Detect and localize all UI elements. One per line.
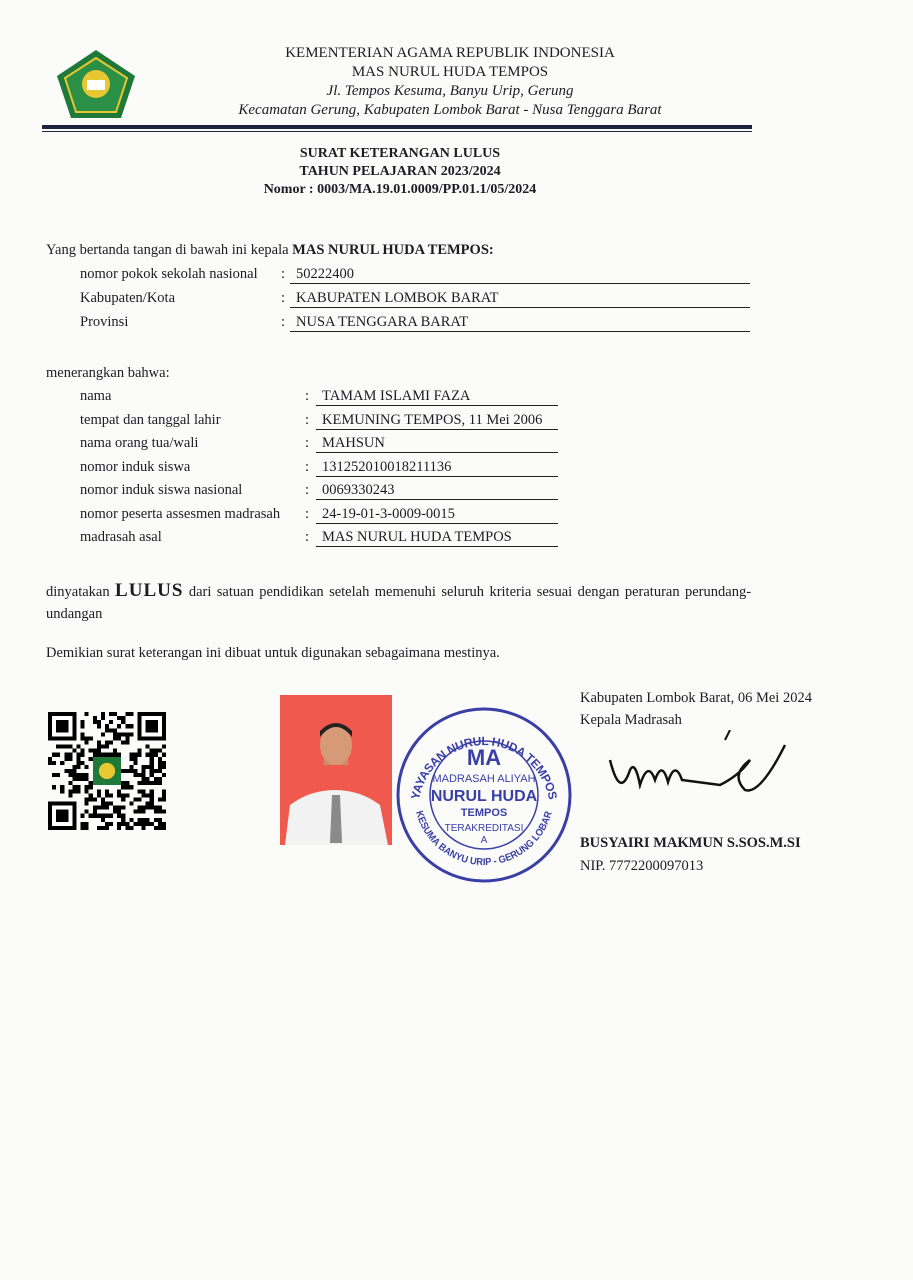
address-line-2: Kecamatan Gerung, Kabupaten Lombok Barat - Nusa Tenggara Barat (238, 102, 662, 118)
result-post: dari satuan pendidikan setelah memenuhi seluruh kriteria sesuai dengan peraturan perundang-undangan (46, 584, 752, 622)
colon: : (305, 505, 310, 522)
school-npsn-label: nomor pokok sekolah nasional (80, 266, 258, 282)
parent-name-label: nama orang tua/wali (80, 435, 199, 451)
signature (600, 730, 790, 810)
letterhead (200, 44, 700, 120)
signer-name: BUSYAIRI MAKMUN S.SOS.M.SI (580, 835, 801, 851)
ministry-name: KEMENTERIAN AGAMA REPUBLIK INDONESIA (285, 45, 615, 61)
signer-position: Kepala Madrasah (580, 712, 682, 728)
origin-school-label: madrasah asal (80, 529, 162, 545)
colon: : (281, 266, 286, 282)
school-regency-value: KABUPATEN LOMBOK BARAT (290, 290, 750, 308)
nis-value: 131252010018211136 (316, 459, 558, 477)
student-name-label: nama (80, 388, 112, 404)
colon: : (305, 411, 310, 428)
school-regency-label: Kabupaten/Kota (80, 290, 176, 306)
colon: : (281, 314, 286, 330)
document-title (200, 145, 600, 199)
colon: : (305, 435, 310, 451)
school-name: MAS NURUL HUDA TEMPOS (351, 64, 549, 80)
title-line-2: TAHUN PELAJARAN 2023/2024 (299, 164, 501, 179)
colon: : (281, 290, 286, 306)
assessment-number-label: nomor peserta assesmen madrasah (80, 505, 281, 522)
student-name-value: TAMAM ISLAMI FAZA (316, 388, 558, 406)
stamp-ring-top: YAYASAN NURUL HUDA TEMPOS (408, 734, 560, 801)
intro-label: Yang bertanda tangan di bawah ini kepala (46, 242, 289, 258)
address-line-1: Jl. Tempos Kesuma, Banyu Urip, Gerung (326, 83, 574, 99)
stamp-l2: NURUL HUDA (430, 788, 538, 805)
birth-place-date-label: tempat dan tanggal lahir (80, 411, 221, 428)
place-date: Kabupaten Lombok Barat, 06 Mei 2024 (580, 690, 812, 706)
parent-name-value: MAHSUN (316, 435, 558, 453)
stamp-l4: TERAKREDITASI (444, 823, 524, 834)
title-line-1: SURAT KETERANGAN LULUS (299, 146, 501, 161)
document-number: Nomor : 0003/MA.19.01.0009/PP.01.1/05/2024 (263, 182, 537, 197)
student-photo (280, 695, 392, 845)
colon: : (305, 529, 310, 545)
school-province-value: NUSA TENGGARA BARAT (290, 314, 750, 332)
birth-place-date-value: KEMUNING TEMPOS, 11 Mei 2006 (316, 412, 558, 430)
stamp-ring-bottom: KESUMA BANYU URIP - GERUNG LOBAR (413, 809, 555, 869)
closing-text: Demikian surat keterangan ini dibuat untuk digunakan sebagaimana mestinya. (46, 645, 500, 661)
kemenag-logo (55, 48, 137, 120)
qr-code (48, 712, 166, 830)
school-npsn-value: 50222400 (290, 266, 750, 284)
stamp-l1: MADRASAH ALIYAH (432, 773, 536, 785)
colon: : (305, 482, 310, 498)
origin-school-value: MAS NURUL HUDA TEMPOS (316, 529, 558, 547)
nis-label: nomor induk siswa (80, 458, 191, 475)
stamp-ma: MA (466, 745, 502, 770)
result-status: LULUS (115, 580, 184, 601)
assessment-number-value: 24-19-01-3-0009-0015 (316, 506, 558, 524)
stamp-l3: TEMPOS (460, 807, 508, 819)
intro-school: MAS NURUL HUDA TEMPOS: (292, 242, 494, 258)
result-pre: dinyatakan (46, 584, 110, 600)
result-text (46, 580, 751, 625)
school-stamp (394, 705, 574, 885)
nisn-label: nomor induk siswa nasional (80, 482, 243, 498)
colon: : (305, 388, 310, 404)
school-province-label: Provinsi (80, 314, 129, 330)
intro-text (46, 242, 494, 259)
declares-text: menerangkan bahwa: (46, 365, 170, 381)
stamp-l5: A (480, 835, 488, 846)
signer-nip: NIP. 7772200097013 (580, 858, 704, 874)
nisn-value: 0069330243 (316, 482, 558, 500)
colon: : (305, 458, 310, 475)
header-rule-thin (42, 131, 752, 132)
header-rule (42, 125, 752, 129)
